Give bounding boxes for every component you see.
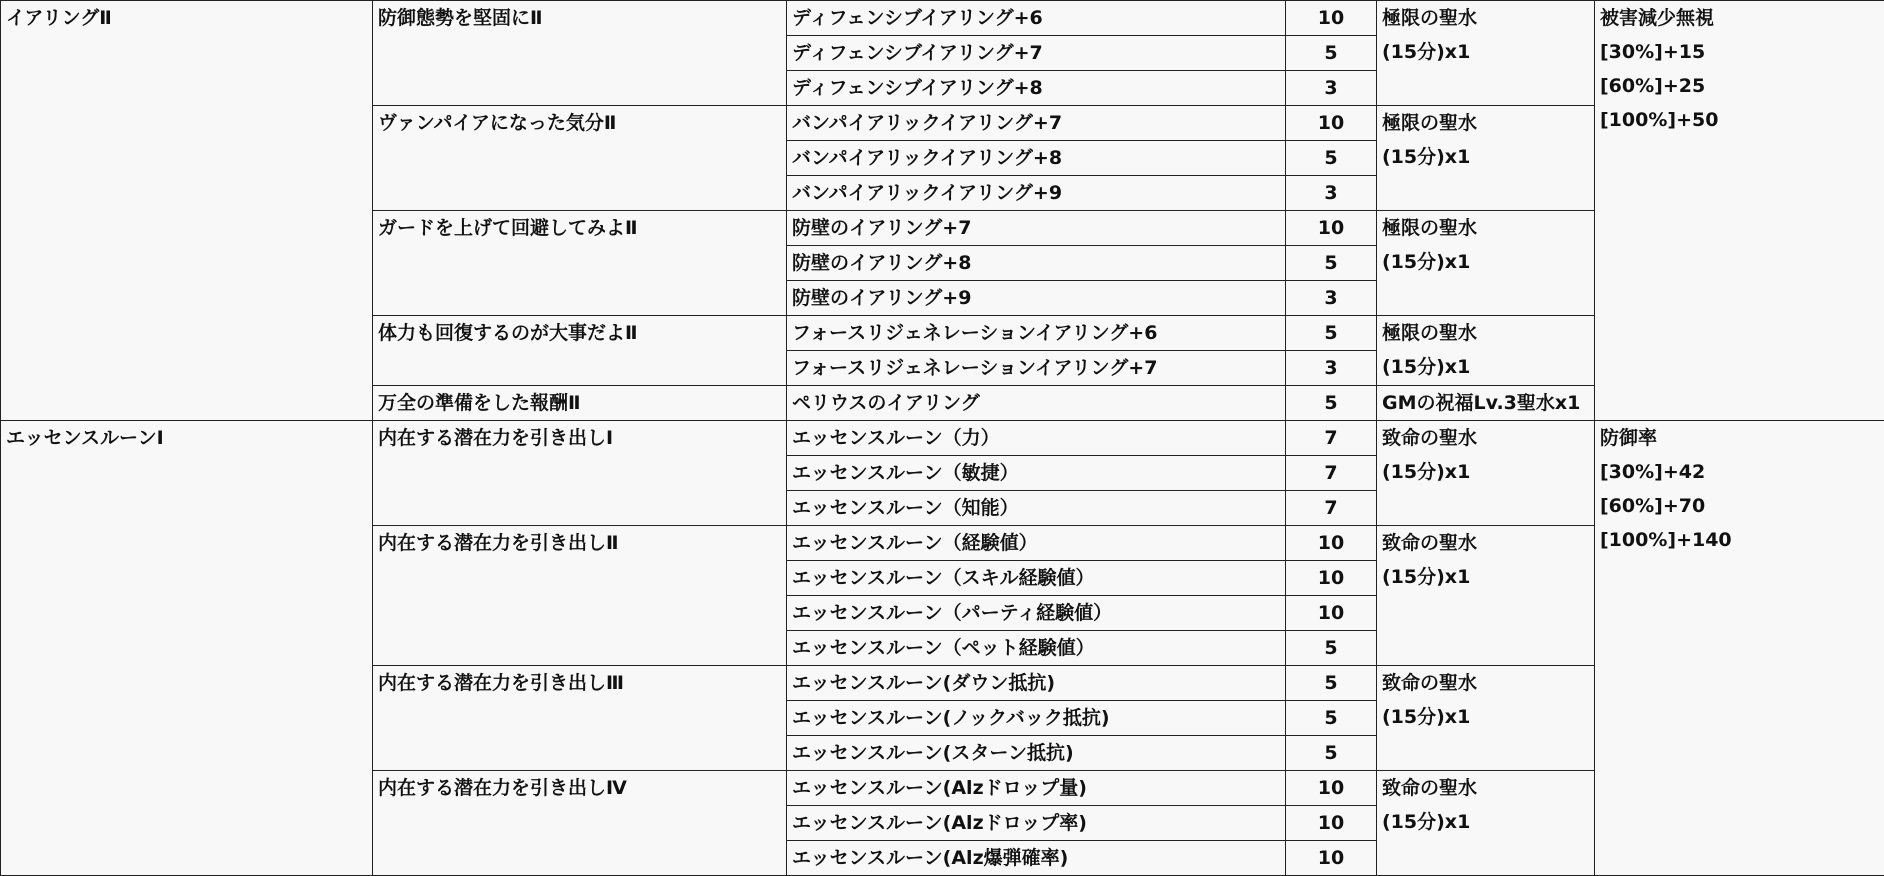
item-count-cell: 10 <box>1286 561 1377 596</box>
reward-line: (15分)x1 <box>1382 700 1589 734</box>
item-count-cell: 3 <box>1286 176 1377 211</box>
bonus-cell <box>1595 421 1884 876</box>
item-count-cell: 5 <box>1286 736 1377 771</box>
item-count-cell: 7 <box>1286 491 1377 526</box>
item-count-cell: 7 <box>1286 421 1377 456</box>
item-count-cell: 3 <box>1286 281 1377 316</box>
item-count-cell: 5 <box>1286 666 1377 701</box>
item-name-cell: エッセンスルーン(Alzドロップ量) <box>787 771 1286 806</box>
item-count-cell: 10 <box>1286 211 1377 246</box>
quest-table-body <box>1 1 1884 876</box>
reward-line: 極限の聖水 <box>1382 316 1589 350</box>
item-count-cell: 3 <box>1286 351 1377 386</box>
item-count-cell: 10 <box>1286 106 1377 141</box>
item-name-cell: バンパイアリックイアリング+9 <box>787 176 1286 211</box>
table-row <box>1 421 1884 456</box>
bonus-line: [100%]+50 <box>1600 103 1879 137</box>
reward-line: 致命の聖水 <box>1382 526 1589 560</box>
item-count-cell: 5 <box>1286 701 1377 736</box>
reward-line: (15分)x1 <box>1382 560 1589 594</box>
bonus-line: [60%]+25 <box>1600 69 1879 103</box>
bonus-line: 防御率 <box>1600 421 1879 455</box>
reward-line: 極限の聖水 <box>1382 106 1589 140</box>
item-name-cell: バンパイアリックイアリング+7 <box>787 106 1286 141</box>
table-row <box>1 1 1884 36</box>
item-name-cell: 防壁のイアリング+8 <box>787 246 1286 281</box>
category-cell: イアリングⅡ <box>1 1 373 421</box>
item-name-cell: ディフェンシブイアリング+8 <box>787 71 1286 106</box>
item-name-cell: エッセンスルーン（力） <box>787 421 1286 456</box>
item-name-cell: バンパイアリックイアリング+8 <box>787 141 1286 176</box>
bonus-cell <box>1595 1 1884 421</box>
item-count-cell: 10 <box>1286 526 1377 561</box>
item-name-cell: ディフェンシブイアリング+6 <box>787 1 1286 36</box>
item-count-cell: 5 <box>1286 246 1377 281</box>
quest-name-cell: 内在する潜在力を引き出しⅡ <box>373 526 787 666</box>
item-name-cell: エッセンスルーン（パーティ経験値） <box>787 596 1286 631</box>
reward-line: (15分)x1 <box>1382 805 1589 839</box>
quest-name-cell: 万全の準備をした報酬Ⅱ <box>373 386 787 421</box>
item-name-cell: 防壁のイアリング+7 <box>787 211 1286 246</box>
reward-cell <box>1377 526 1595 666</box>
reward-cell <box>1377 106 1595 211</box>
quest-name-cell: ガードを上げて回避してみよⅡ <box>373 211 787 316</box>
reward-cell <box>1377 1 1595 106</box>
item-count-cell: 7 <box>1286 456 1377 491</box>
item-count-cell: 10 <box>1286 771 1377 806</box>
reward-line: (15分)x1 <box>1382 455 1589 489</box>
bonus-line: 被害減少無視 <box>1600 1 1879 35</box>
item-name-cell: エッセンスルーン(ノックバック抵抗) <box>787 701 1286 736</box>
item-name-cell: エッセンスルーン（経験値） <box>787 526 1286 561</box>
item-name-cell: フォースリジェネレーションイアリング+7 <box>787 351 1286 386</box>
reward-line: (15分)x1 <box>1382 35 1589 69</box>
reward-line: 極限の聖水 <box>1382 211 1589 245</box>
item-count-cell: 5 <box>1286 36 1377 71</box>
item-count-cell: 10 <box>1286 841 1377 876</box>
bonus-line: [30%]+42 <box>1600 455 1879 489</box>
item-name-cell: エッセンスルーン（スキル経験値） <box>787 561 1286 596</box>
bonus-line: [60%]+70 <box>1600 489 1879 523</box>
reward-line: 致命の聖水 <box>1382 666 1589 700</box>
item-count-cell: 5 <box>1286 386 1377 421</box>
quest-name-cell: ヴァンパイアになった気分Ⅱ <box>373 106 787 211</box>
quest-name-cell: 防御態勢を堅固にⅡ <box>373 1 787 106</box>
item-name-cell: エッセンスルーン（ペット経験値） <box>787 631 1286 666</box>
item-name-cell: エッセンスルーン（敏捷） <box>787 456 1286 491</box>
quest-name-cell: 内在する潜在力を引き出しⅣ <box>373 771 787 876</box>
quest-name-cell: 体力も回復するのが大事だよⅡ <box>373 316 787 386</box>
item-name-cell: フォースリジェネレーションイアリング+6 <box>787 316 1286 351</box>
item-name-cell: エッセンスルーン(ダウン抵抗) <box>787 666 1286 701</box>
item-count-cell: 5 <box>1286 141 1377 176</box>
reward-cell <box>1377 211 1595 316</box>
reward-cell <box>1377 421 1595 526</box>
reward-line: (15分)x1 <box>1382 245 1589 279</box>
reward-line: 致命の聖水 <box>1382 771 1589 805</box>
item-count-cell: 10 <box>1286 596 1377 631</box>
reward-cell <box>1377 386 1595 421</box>
category-cell: エッセンスルーンⅠ <box>1 421 373 876</box>
item-count-cell: 5 <box>1286 316 1377 351</box>
quest-name-cell: 内在する潜在力を引き出しⅠ <box>373 421 787 526</box>
item-name-cell: エッセンスルーン(Alzドロップ率) <box>787 806 1286 841</box>
item-count-cell: 10 <box>1286 806 1377 841</box>
item-name-cell: エッセンスルーン(Alz爆弾確率) <box>787 841 1286 876</box>
reward-line: 致命の聖水 <box>1382 421 1589 455</box>
quest-name-cell: 内在する潜在力を引き出しⅢ <box>373 666 787 771</box>
item-name-cell: エッセンスルーン(スターン抵抗) <box>787 736 1286 771</box>
item-count-cell: 5 <box>1286 631 1377 666</box>
item-count-cell: 3 <box>1286 71 1377 106</box>
reward-cell <box>1377 666 1595 771</box>
reward-line: GMの祝福Lv.3聖水x1 <box>1382 386 1589 420</box>
item-name-cell: 防壁のイアリング+9 <box>787 281 1286 316</box>
item-name-cell: ペリウスのイアリング <box>787 386 1286 421</box>
item-name-cell: ディフェンシブイアリング+7 <box>787 36 1286 71</box>
reward-cell <box>1377 771 1595 876</box>
bonus-line: [100%]+140 <box>1600 523 1879 557</box>
item-count-cell: 10 <box>1286 1 1377 36</box>
item-name-cell: エッセンスルーン（知能） <box>787 491 1286 526</box>
reward-line: (15分)x1 <box>1382 350 1589 384</box>
reward-cell <box>1377 316 1595 386</box>
bonus-line: [30%]+15 <box>1600 35 1879 69</box>
reward-line: 極限の聖水 <box>1382 1 1589 35</box>
reward-line: (15分)x1 <box>1382 140 1589 174</box>
